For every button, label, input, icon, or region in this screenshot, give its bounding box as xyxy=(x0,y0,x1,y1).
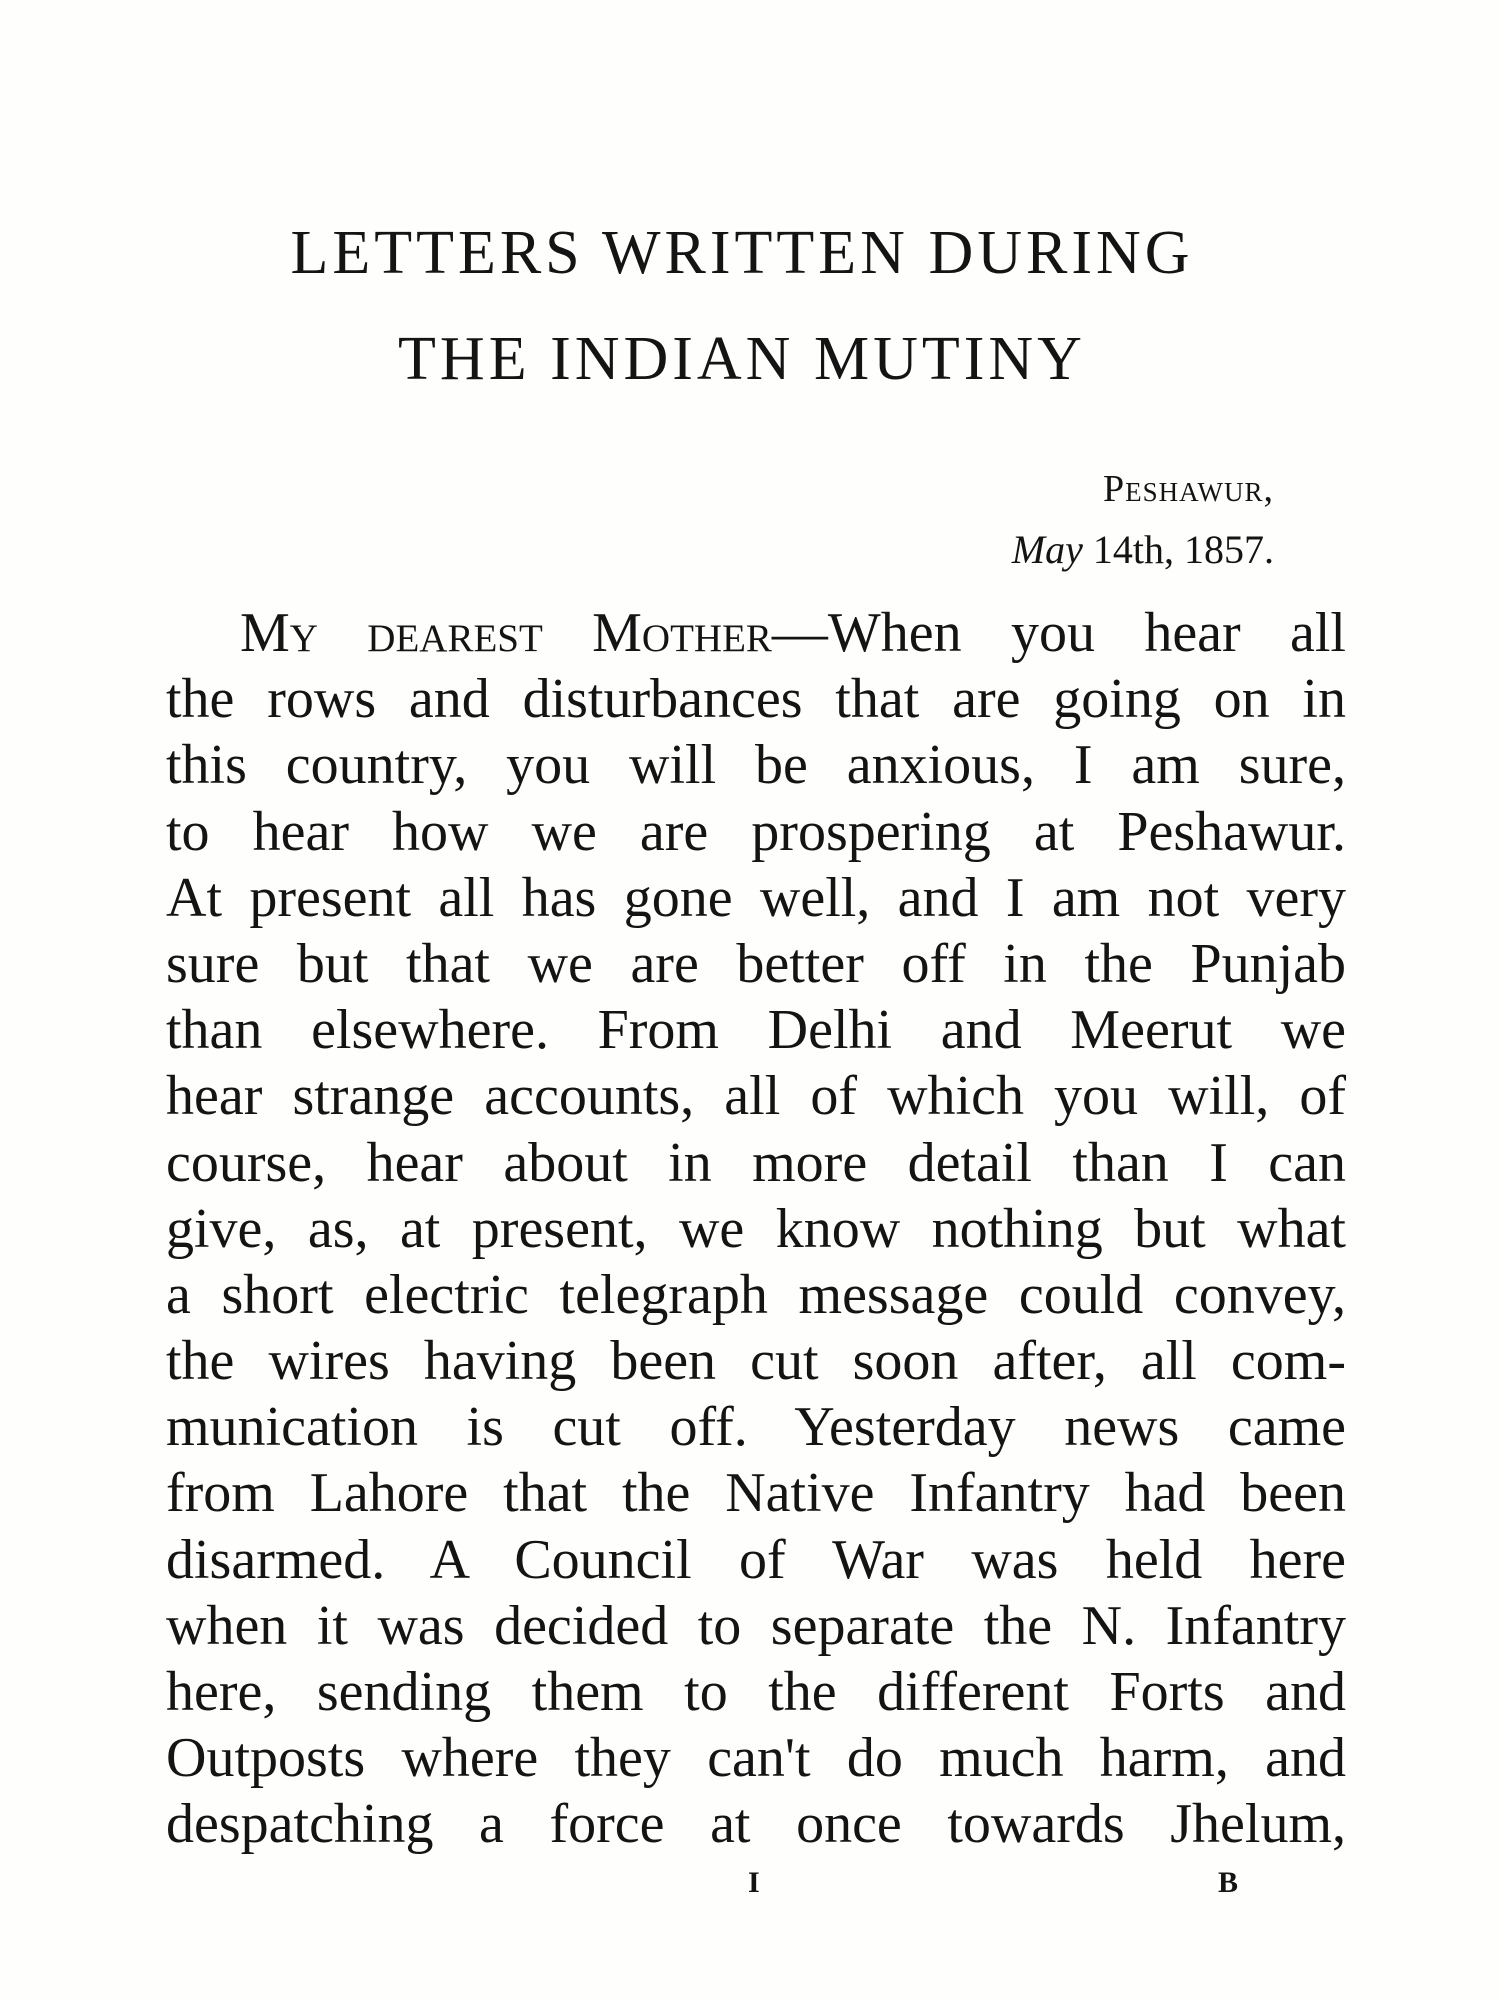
text-line: sure but that we are better off in the Punjab xyxy=(166,932,1346,995)
text-line: from Lahore that the Native Infantry had been xyxy=(166,1462,1346,1525)
text-line: course, hear about in more detail than I can xyxy=(166,1131,1346,1194)
first-line-rest: —When you hear all xyxy=(771,602,1346,664)
text-line: this country, you will be anxious, I am sure, xyxy=(166,734,1346,797)
text-line: munication is cut off. Yesterday news came xyxy=(166,1396,1346,1459)
text-line: the rows and disturbances that are going on in xyxy=(166,668,1346,731)
text-line: Outposts where they can't do much harm, and xyxy=(166,1727,1346,1790)
page-number: I xyxy=(748,1866,760,1899)
chapter-title-line-1: LETTERS WRITTEN DURING xyxy=(290,219,1194,287)
text-line: give, as, at present, we know nothing but what xyxy=(166,1197,1346,1260)
letter-date xyxy=(1011,527,1274,572)
letter-date-year: 1857. xyxy=(1184,527,1274,572)
salutation: My dearest Mother xyxy=(240,602,772,664)
letter-date-day: 14th, xyxy=(1092,527,1174,572)
text-line: to hear how we are prospering at Peshawur. xyxy=(166,800,1346,863)
text-line: despatching a force at once towards Jhelum, xyxy=(166,1793,1346,1856)
text-line: At present all has gone well, and I am not very xyxy=(166,866,1346,929)
signature-mark: B xyxy=(1218,1866,1239,1899)
text-line: the wires having been cut soon after, all com- xyxy=(166,1330,1346,1393)
text-line: here, sending them to the different Forts and xyxy=(166,1661,1346,1723)
letter-date-month: May xyxy=(1011,527,1083,572)
chapter-title-line-2: THE INDIAN MUTINY xyxy=(398,325,1086,393)
letter-place: Peshawur, xyxy=(1103,468,1274,510)
text-line: a short electric telegraph message could convey, xyxy=(166,1263,1346,1326)
letter-first-line xyxy=(166,600,1346,666)
letter-body xyxy=(166,600,1346,1858)
text-line: than elsewhere. From Delhi and Meerut we xyxy=(166,999,1346,1062)
text-line: when it was decided to separate the N. Infantry xyxy=(166,1594,1346,1657)
text-line: hear strange accounts, all of which you will, of xyxy=(166,1065,1346,1128)
text-line: disarmed. A Council of War was held here xyxy=(166,1528,1346,1591)
